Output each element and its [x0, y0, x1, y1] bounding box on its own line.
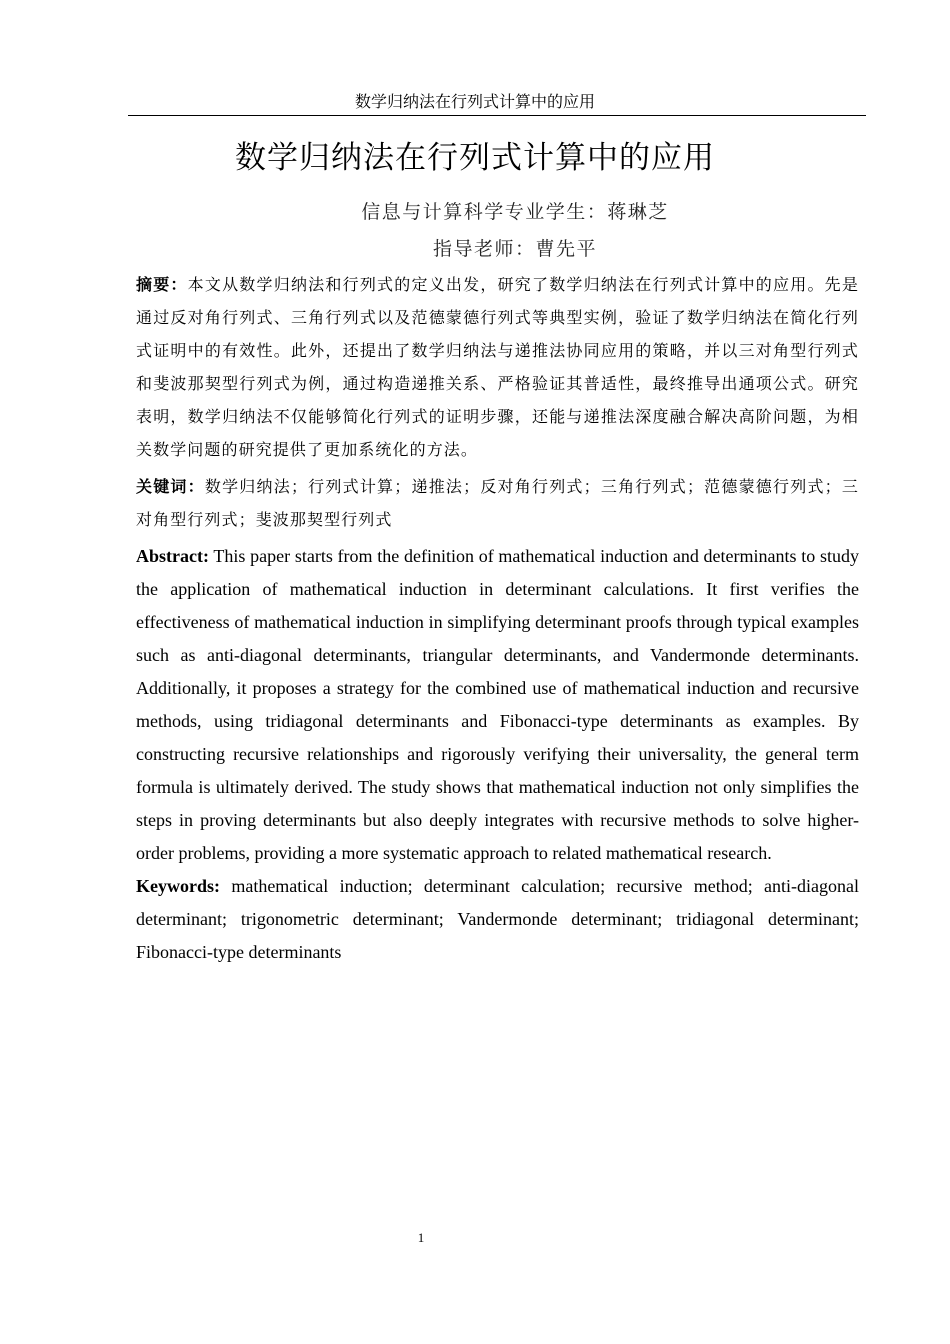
abstract-en	[136, 540, 859, 870]
author-line: 信息与计算科学专业学生：蒋琳芝	[361, 201, 669, 223]
abstract-cn-text: 本文从数学归纳法和行列式的定义出发，研究了数学归纳法在行列式计算中的应用。先是通过反对角行列式、三角行列式以及范德蒙德行列式等典型实例，验证了数学归纳法在简化行列式证明中的有效性。此外，还提出了数学归纳法与递推法协同应用的策略，并以三对角型行列式和斐波那契型行列式为例，通过构造递推关系、严格验证其普适性，最终推导出通项公式。研究表明，数学归纳法不仅能够简化行列式的证明步骤，还能与递推法深度融合解决高阶问题，为相关数学问题的研究提供了更加系统化的方法。	[136, 275, 859, 459]
keywords-en-label: Keywords:	[136, 876, 220, 896]
keywords-cn	[136, 470, 859, 536]
abstract-en-label: Abstract:	[136, 546, 209, 566]
advisor-line: 指导老师：曹先平	[432, 238, 597, 260]
keywords-cn-text: 数学归纳法；行列式计算；递推法；反对角行列式；三角行列式；范德蒙德行列式；三对角型行列式；斐波那契型行列式	[136, 477, 859, 529]
page-title: 数学归纳法在行列式计算中的应用	[235, 140, 715, 176]
keywords-en-text: mathematical induction; determinant calculation; recursive method; anti-diagonal determinant; trigonometric determinant; Vandermonde determinant; tridiagonal determinant; Fibonacci-type determinants	[136, 876, 860, 962]
header-rule	[128, 115, 866, 116]
abstract-cn	[136, 268, 859, 466]
keywords-en	[136, 870, 859, 969]
body-content	[136, 268, 859, 969]
running-header: 数学归纳法在行列式计算中的应用	[354, 92, 595, 111]
abstract-en-text: This paper starts from the definition of mathematical induction and determinants to study the application of mathematical induction in determinant calculations. It first verifies the effectiveness of mathematical induction in simplifying determinant proofs through typical examples such as anti-diagonal determinants, triangular determinants, and Vandermonde determinants. Additionally, it proposes a strategy for the combined use of mathematical induction and recursive methods, using tridiagonal determinants and Fibonacci-type determinants as examples. By constructing recursive relationships and rigorously verifying their universality, the general term formula is ultimately derived. The study shows that mathematical induction not only simplifies the steps in proving determinants but also deeply integrates with recursive methods to solve higher-order problems, providing a more systematic approach to related mathematical research.	[136, 546, 859, 863]
abstract-cn-label: 摘要：	[136, 275, 188, 294]
page-number: 1	[417, 1230, 425, 1245]
keywords-cn-label: 关键词：	[136, 477, 205, 496]
